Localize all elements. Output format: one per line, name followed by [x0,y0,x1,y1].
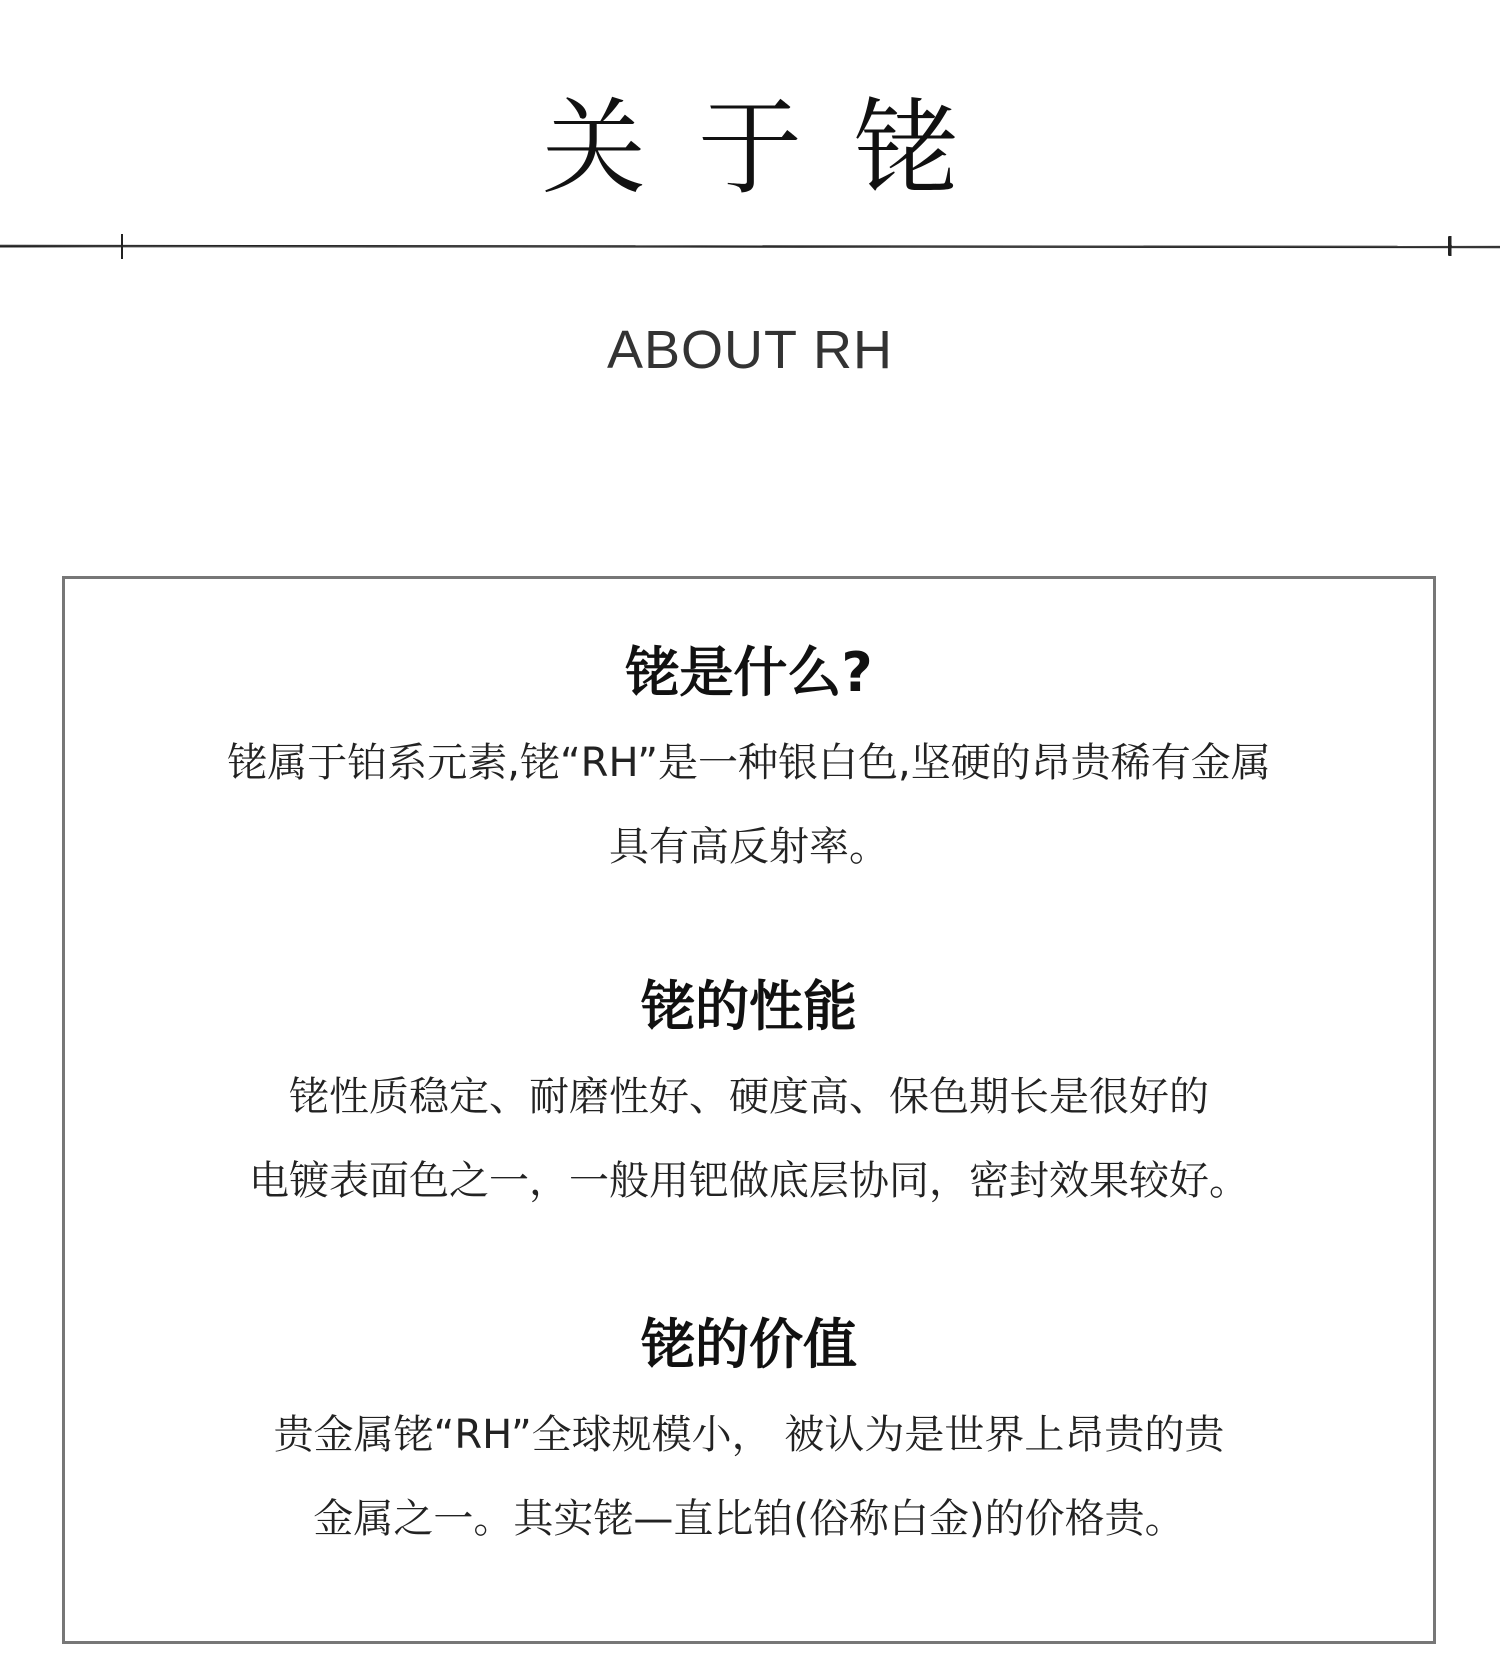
page-title: 关于铑 [541,87,1010,209]
section-value [65,1313,1433,1561]
section-what-is-rh [65,641,1433,889]
info-box [62,576,1436,1644]
body-line: 铑属于铂系元素,铑“RH”是一种银白色,坚硬的昂贵稀有金属 [227,740,1271,786]
body-line: 铑性质稳定、耐磨性好、硬度高、保色期长是很好的 [289,1074,1209,1120]
section-body [65,1393,1433,1561]
sketch-divider [0,226,1500,266]
section-body [65,1055,1433,1223]
page-subtitle: ABOUT RH [606,320,894,380]
body-line: 金属之一。其实铑—直比铂(俗称白金)的价格贵。 [313,1496,1185,1542]
body-line: 贵金属铑“RH”全球规模小， 被认为是世界上昂贵的贵 [273,1412,1225,1458]
section-heading: 铑的性能 [641,975,857,1038]
body-line: 电镀表面色之一，一般用钯做底层协同，密封效果较好。 [249,1158,1249,1204]
section-body [65,721,1433,889]
body-line: 具有高反射率。 [609,824,889,870]
section-properties [65,975,1433,1223]
section-heading: 铑是什么? [625,641,873,704]
section-heading: 铑的价值 [641,1313,857,1376]
